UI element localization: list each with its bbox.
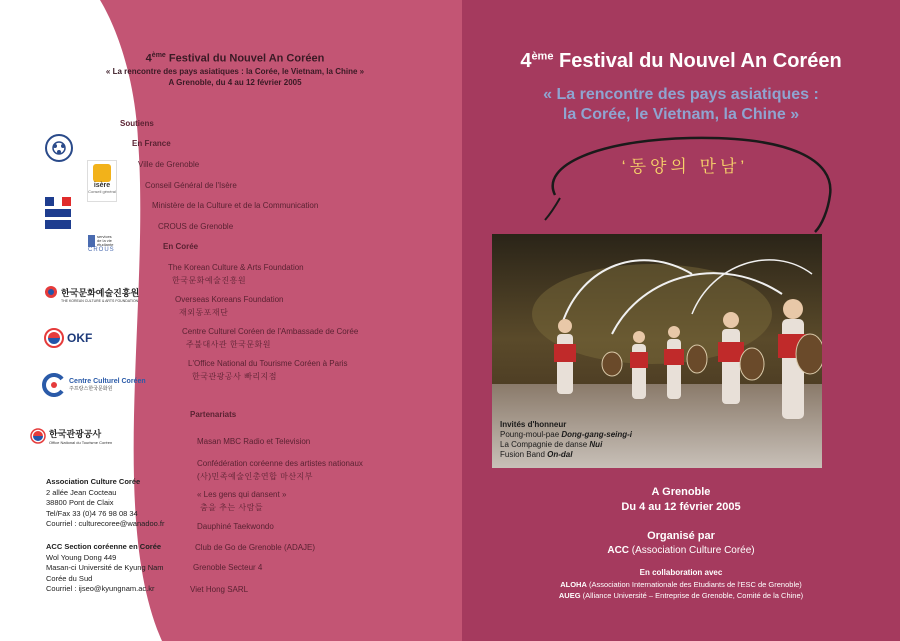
left-festival-subtitle: « La rencontre des pays asiatiques : la Corée, le Vietnam, la Chine » [105, 67, 365, 76]
right-subtitle-line1: « La rencontre des pays asiatiques : [543, 86, 819, 103]
partner-grenoble-secteur4: Grenoble Secteur 4 [193, 563, 263, 572]
guests-caption: Invités d'honneur Poung-moul-pae Dong-gang-seing-i La Compagnie de danse Nui Fusion Band On-dal [500, 420, 633, 459]
isere-logo: isère Conseil général [87, 160, 117, 202]
sponsor-okf: Overseas Koreans Foundation [175, 295, 284, 304]
organized-heading: Organisé par [647, 530, 715, 542]
sponsor-kcaf: The Korean Culture & Arts Foundation [168, 263, 304, 272]
sponsor-ccc: Centre Culturel Coréen de l'Ambassade de Corée [182, 327, 359, 336]
collaborator-aueg: AUEG (Alliance Université – Entreprise de Grenoble, Comité de la Chine) [558, 591, 804, 600]
collaboration-heading: En collaboration avec [639, 568, 723, 577]
partner-masan-mbc: Masan MBC Radio et Television [197, 437, 311, 446]
knto-logo: 한국관광공사 Office National du Tourisme Coréen [30, 424, 135, 448]
sponsor-ministere-culture: Ministère de la Culture et de la Communication [152, 201, 319, 210]
partner-gens-qui-dansent: « Les gens qui dansent » [197, 490, 287, 499]
sponsor-okf-korean: 재외동포재단 [179, 308, 229, 317]
right-subtitle-line2: la Corée, le Vietnam, la Chine » [562, 106, 800, 123]
sponsor-kcaf-korean: 한국문화예술진흥원 [172, 276, 247, 285]
en-coree-heading: En Corée [163, 242, 199, 251]
en-france-heading: En France [132, 139, 171, 148]
kcaf-logo: 한국문화예술진흥원 THE KOREAN CULTURE & ARTS FOUNDATION [44, 285, 159, 305]
crous-logo: services de la vie étudiante CROUS [88, 234, 115, 253]
left-festival-title: 4ème Festival du Nouvel An Coréen [145, 52, 325, 65]
partner-gens-qui-dansent-korean: 춤을 추는 사람들 [200, 503, 264, 512]
sponsor-knto: L'Office National du Tourisme Coréen à Paris [188, 359, 348, 368]
knto-emblem-icon [30, 428, 46, 444]
kcaf-emblem-icon [44, 285, 58, 299]
sponsor-ville-grenoble: Ville de Grenoble [138, 160, 200, 169]
partner-confederation-korean: (사)민족예술인총연합 마산지부 [197, 472, 314, 481]
sponsor-conseil-isere: Conseil Général de l'Isère [145, 181, 237, 190]
ministere-culture-logo [45, 197, 71, 231]
okf-emblem-icon [44, 328, 64, 348]
partner-club-go: Club de Go de Grenoble (ADAJE) [195, 543, 316, 552]
partner-viet-hong: Viet Hong SARL [190, 585, 249, 594]
okf-logo: OKF [44, 327, 104, 349]
event-city: A Grenoble [651, 486, 711, 498]
korean-slogan: ‘동양의 만남’ [621, 157, 749, 176]
acc-section-address: ACC Section coréenne en Corée Wol Young Dong 449 Masan-ci Université de Kyung Nam Corée du Sud Courriel : ijseo@kyungnam.ac.kr [46, 542, 164, 593]
partner-confederation: Confédération coréenne des artistes nationaux [197, 459, 363, 468]
soutiens-heading: Soutiens [120, 119, 154, 128]
left-festival-dates: A Grenoble, du 4 au 12 février 2005 [168, 78, 302, 87]
sponsor-knto-korean: 한국관광공사 빠리지점 [192, 372, 278, 381]
organizer-name: ACC (Association Culture Corée) [607, 545, 755, 556]
event-dates: Du 4 au 12 février 2005 [621, 501, 741, 513]
ville-grenoble-logo [44, 133, 74, 163]
ccc-logo: Centre Culturel Coréen 주프랑스한국문화원 [42, 372, 154, 398]
ccc-emblem-icon [42, 373, 66, 397]
right-festival-title: 4ème Festival du Nouvel An Coréen [520, 50, 842, 72]
collaborator-aloha: ALOHA (Association Internationale des Etudiants de l'ESC de Grenoble) [560, 580, 802, 589]
sponsor-ccc-korean: 주불대사관 한국문화원 [186, 340, 272, 349]
association-address: Association Culture Corée 2 allée Jean Cocteau 38800 Pont de Claix Tel/Fax 33 (0)4 76 98 08 34 Courriel : culturecoree@wanadoo.fr [46, 477, 165, 528]
partner-dauphine-taekwondo: Dauphiné Taekwondo [197, 522, 274, 531]
sponsor-crous: CROUS de Grenoble [158, 222, 234, 231]
partenariats-heading: Partenariats [190, 410, 237, 419]
